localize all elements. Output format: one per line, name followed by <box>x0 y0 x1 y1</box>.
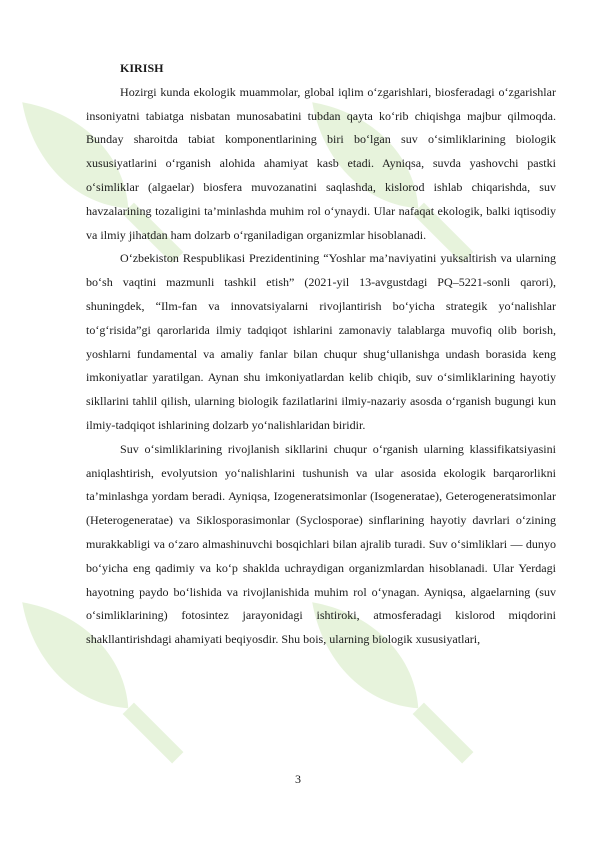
section-heading: KIRISH <box>120 61 164 75</box>
paragraph-2: O‘zbekiston Respublikasi Prezidentining “Yoshlar ma’naviyatini yuksaltirish va ularning bo‘sh vaqtini mazmunli tashkil etish” (2021-yil 13-avgustdagi PQ–5221-sonli qarori), shuningdek, “Ilm-fan va innovatsiyalarni rivojlantirish bo‘yicha strategik yo‘nalishlar to‘g‘risida”gi qarorlarida ilmiy tadqiqot ishlarini zamonaviy talablarga muvofiq olib borish, yoshlarni fundamental va amaliy fanlar bilan chuqur shug‘ullanishga undash borasida keng imkoniyatlar yaratilgan. Aynan shu imkoniyatlardan kelib chiqib, suv o‘simliklarining hayotiy sikllarini tahlil qilish, ularning biologik fazilatlarini ilmiy-nazariy asosda o‘rganish bugungi kun ilmiy-tadqiqot ishlarining dolzarb yo‘nalishlaridan biridir. <box>86 251 556 432</box>
page-number: 3 <box>295 772 301 786</box>
document-body <box>86 57 556 652</box>
paragraph-3: Suv o‘simliklarining rivojlanish sikllarini chuqur o‘rganish ularning klassifikatsiyasini aniqlashtirish, evolyutsion yo‘nalishlarini tushunish va ular asosida ekologik barqarorlikni ta’minlashga yordam beradi. Ayniqsa, Izogeneratsimonlar (Isogeneratae), Geterogeneratsimonlar (Heterogeneratae) va Siklosporasimonlar (Syclosporae) sinflarining hayotiy davrlari o‘zining murakkabligi va o‘zaro almashinuvchi bosqichlari bilan ajralib turadi. Suv o‘simliklari — dunyo bo‘yicha eng qadimiy va ko‘p shaklda uchraydigan organizmlardan hisoblanadi. Ular Yerdagi hayotning paydo bo‘lishida va rivojlanishida muhim rol o‘ynagan. Ayniqsa, algaelarning (suv o‘simliklarining) fotosintez jarayonidagi ishtiroki, atmosferadagi kislorod miqdorini shakllantirishdagi ahamiyati beqiyosdir. Shu bois, ularning biologik xususiyatlari, <box>86 441 556 647</box>
paragraph-1: Hozirgi kunda ekologik muammolar, global iqlim o‘zgarishlari, biosferadagi o‘zgarishlar insoniyatni tabiatga nisbatan munosabatini tubdan qayta ko‘rib chiqishga majbur qilmoqda. Bunday sharoitda tabiat komponentlarining biri bo‘lgan suv o‘simliklarining biologik xususiyatlarini o‘rganish alohida ahamiyat kasb etadi. Ayniqsa, suvda yashovchi pastki o‘simliklar (algaelar) biosfera muvozanatini saqlashda, kislorod ishlab chiqarishda, suv havzalarining tozaligini ta’minlashda muhim rol o‘ynaydi. Ular nafaqat ekologik, balki iqtisodiy va ilmiy jihatdan ham dolzarb o‘rganiladigan organizmlar hisoblanadi. <box>86 84 556 242</box>
